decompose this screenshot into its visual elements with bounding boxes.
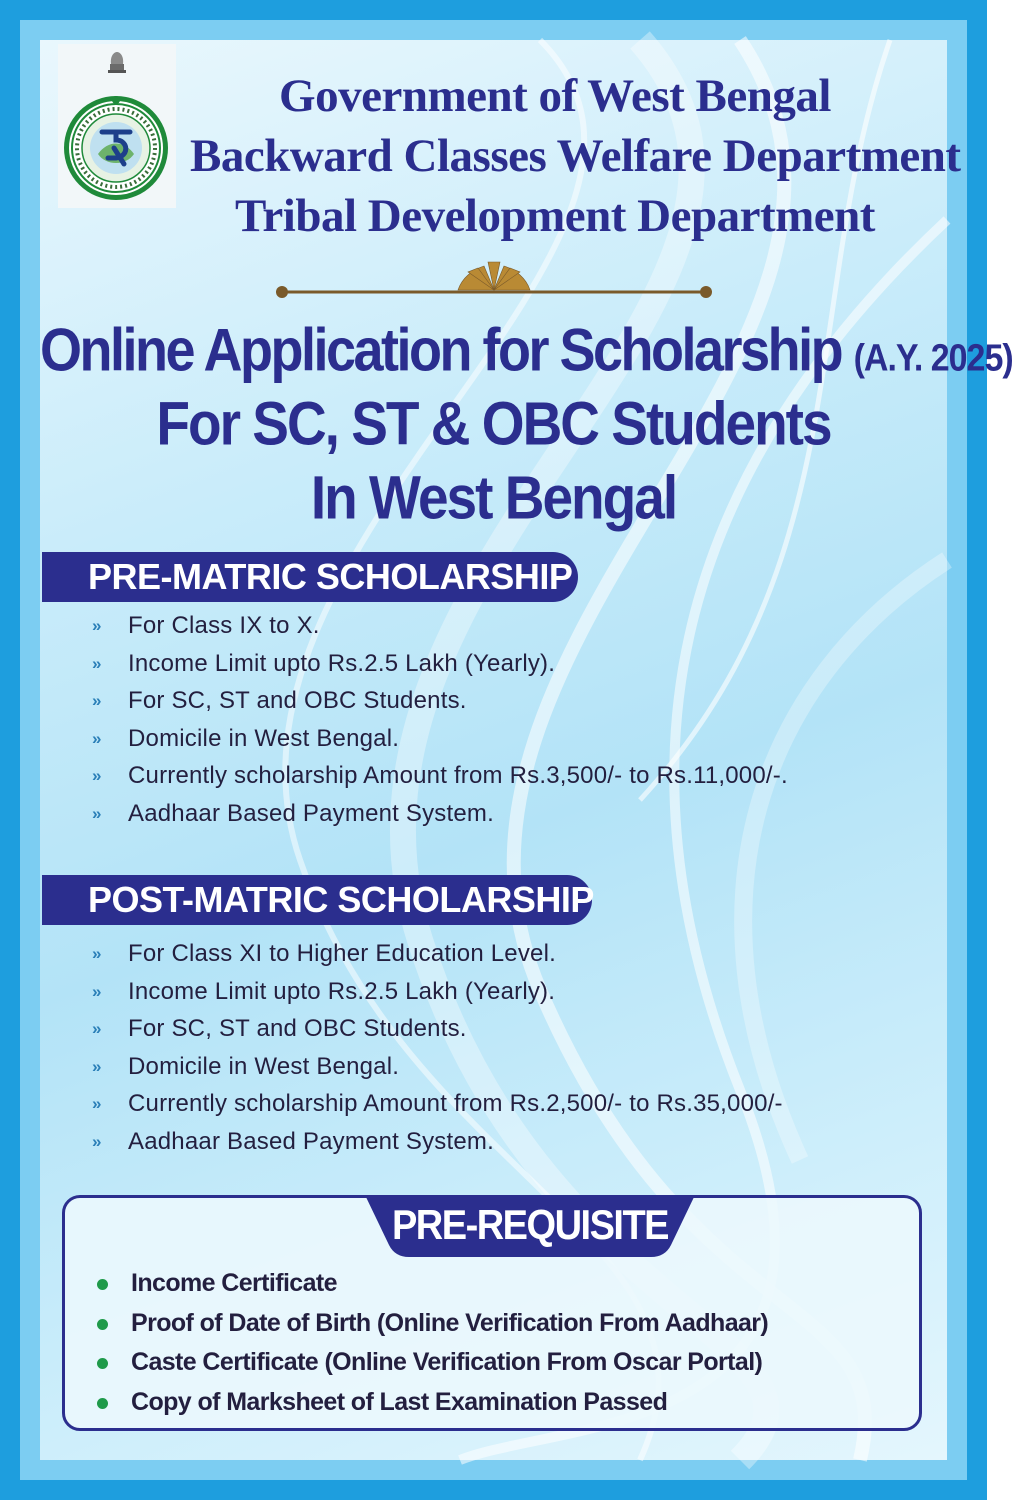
prerequisite-heading: PRE-REQUISITE [391, 1202, 669, 1250]
list-item-text: Income Limit upto Rs.2.5 Lakh (Yearly). [128, 977, 556, 1005]
list-item [92, 645, 788, 683]
list-item [92, 682, 788, 720]
list-item-text: Domicile in West Bengal. [128, 724, 400, 752]
title-main: Online Application for Scholarship [40, 316, 842, 385]
list-item-text: For SC, ST and OBC Students. [128, 687, 467, 714]
bullet-dot-icon [97, 1358, 108, 1369]
double-arrow-icon: » [92, 1094, 102, 1113]
header-bcw-department: Backward Classes Welfare Department [190, 130, 961, 182]
list-item [92, 720, 788, 758]
double-arrow-icon: » [92, 944, 102, 963]
list-item [92, 973, 783, 1011]
list-item-text: Aadhaar Based Payment System. [128, 1127, 494, 1155]
list-item-text: For Class IX to X. [128, 612, 320, 639]
list-item [92, 607, 788, 645]
list-item-text: Copy of Marksheet of Last Examination Passed [131, 1387, 668, 1416]
pre-matric-list [92, 607, 788, 832]
list-item [95, 1383, 768, 1423]
bullet-dot-icon [97, 1279, 108, 1290]
double-arrow-icon: » [92, 981, 102, 1001]
list-item [92, 935, 783, 973]
list-item [92, 1085, 783, 1123]
list-item-text: Currently scholarship Amount from Rs.2,500/- to Rs.35,000/- [128, 1090, 783, 1117]
list-item-text: Income Limit upto Rs.2.5 Lakh (Yearly). [128, 649, 556, 677]
title-online-application [40, 314, 1013, 396]
header-government: Government of West Bengal [279, 70, 831, 122]
list-item [92, 795, 788, 833]
double-arrow-icon: » [92, 691, 102, 710]
double-arrow-icon: » [92, 766, 102, 785]
list-item-text: Caste Certificate (Online Verification From Oscar Portal) [131, 1348, 763, 1376]
post-matric-list [92, 935, 783, 1160]
title-for-students: For SC, ST & OBC Students [156, 388, 831, 458]
list-item-text: For Class XI to Higher Education Level. [128, 940, 556, 967]
bullet-dot-icon [97, 1398, 108, 1409]
double-arrow-icon: » [92, 653, 102, 673]
double-arrow-icon: » [92, 1056, 102, 1076]
emblem-container [58, 44, 176, 208]
double-arrow-icon: » [92, 1019, 102, 1038]
list-item [92, 1010, 783, 1048]
bullet-dot-icon [97, 1319, 108, 1330]
header-tribal-department: Tribal Development Department [235, 190, 875, 242]
list-item [92, 757, 788, 795]
list-item-text: For SC, ST and OBC Students. [128, 1015, 467, 1042]
double-arrow-icon: » [92, 728, 102, 748]
list-item [95, 1304, 768, 1344]
list-item [92, 1123, 783, 1161]
prerequisite-heading-tab [365, 1195, 695, 1257]
prerequisite-list [95, 1264, 768, 1422]
pre-matric-heading: PRE-MATRIC SCHOLARSHIP [42, 552, 578, 602]
list-item-text: Currently scholarship Amount from Rs.3,500/- to Rs.11,000/-. [128, 762, 788, 789]
title-academic-year: (A.Y. 2025) [853, 337, 1013, 380]
list-item-text: Proof of Date of Birth (Online Verification From Aadhaar) [131, 1308, 769, 1337]
prerequisite-box [62, 1195, 922, 1431]
double-arrow-icon: » [92, 1131, 102, 1151]
list-item-text: Income Certificate [131, 1269, 337, 1297]
post-matric-heading: POST-MATRIC SCHOLARSHIP [42, 875, 592, 925]
list-item [92, 1048, 783, 1086]
title-in-west-bengal: In West Bengal [310, 462, 677, 532]
list-item-text: Domicile in West Bengal. [128, 1052, 400, 1080]
ornament-divider-icon [272, 258, 716, 306]
list-item [95, 1343, 768, 1383]
west-bengal-emblem-icon [58, 44, 176, 208]
list-item [95, 1264, 768, 1304]
double-arrow-icon: » [92, 616, 102, 635]
list-item-text: Aadhaar Based Payment System. [128, 799, 494, 827]
double-arrow-icon: » [92, 803, 102, 823]
